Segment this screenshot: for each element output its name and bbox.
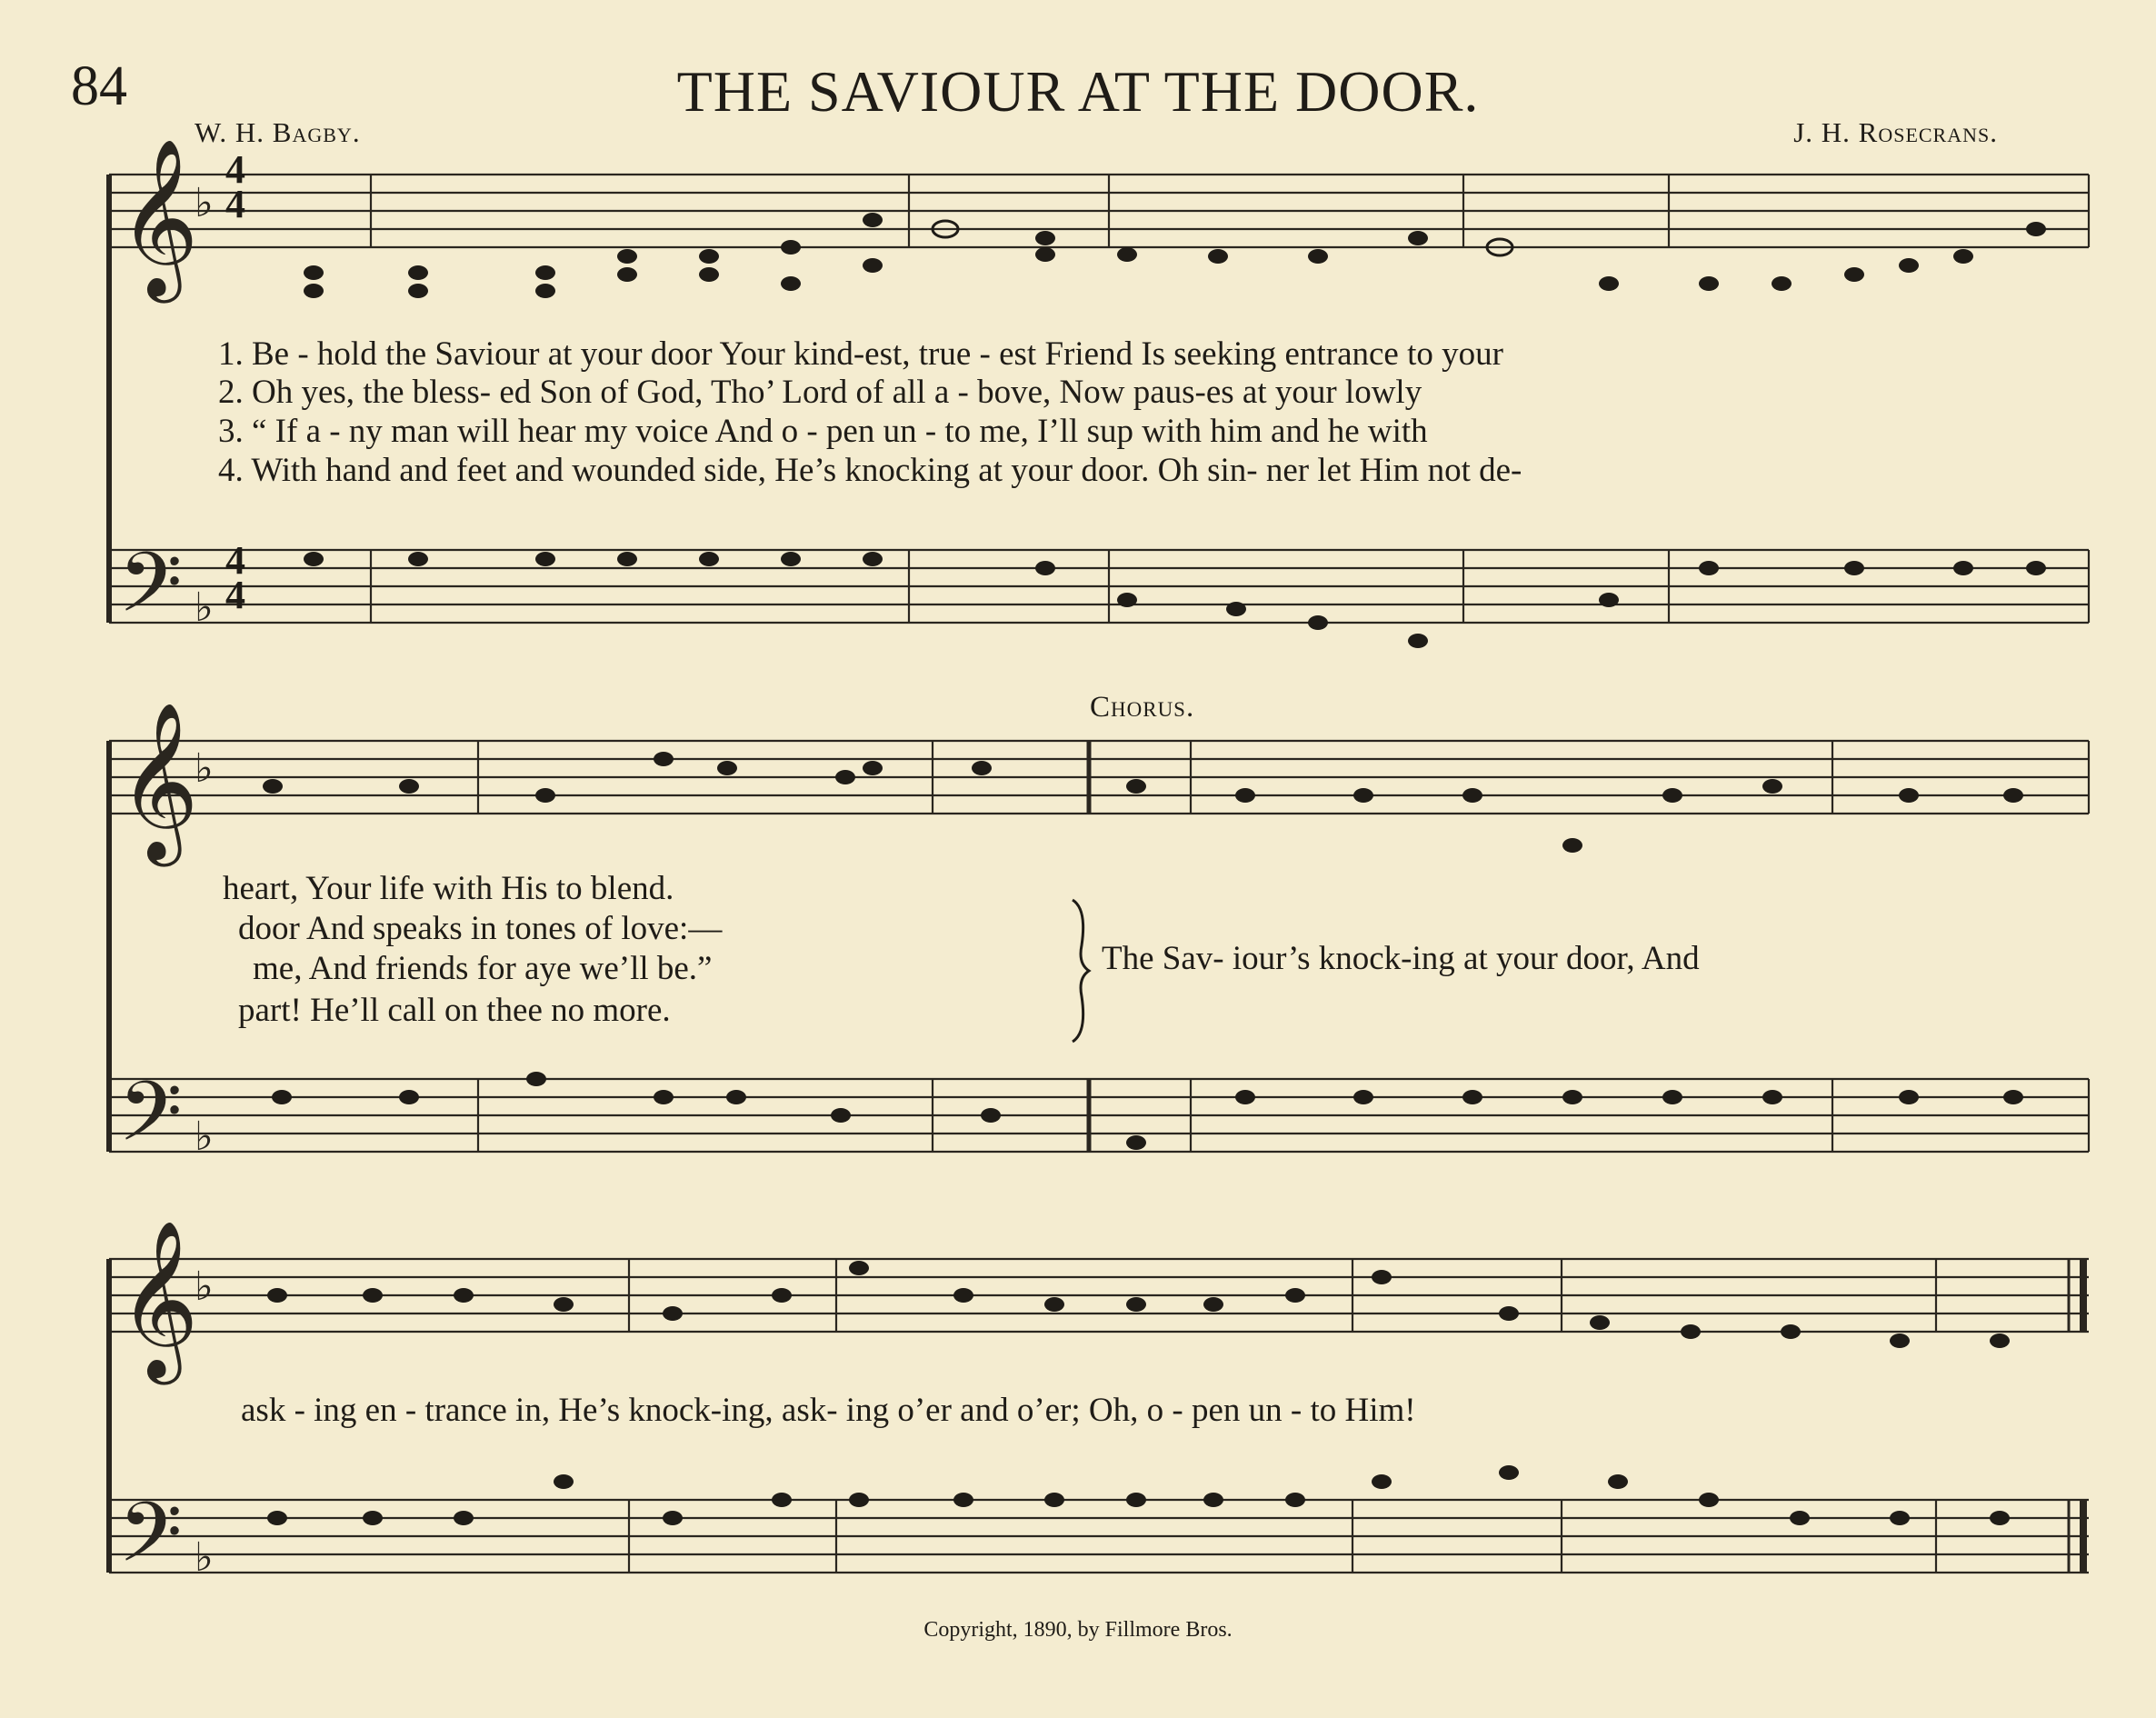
bass-clef-icon: 𝄢 xyxy=(118,1484,183,1601)
system-3-bass-staff xyxy=(109,1500,2089,1573)
lyricist-credit: W. H. Bagby. xyxy=(195,116,361,148)
verse-ending-3: me, And friends for aye we’ll be.” xyxy=(253,950,713,987)
treble-clef-icon: 𝄞 xyxy=(118,138,199,296)
bass-clef-icon: 𝄢 xyxy=(118,534,183,651)
flat-icon: ♭ xyxy=(195,180,214,226)
hymn-title: THE SAVIOUR AT THE DOOR. xyxy=(676,59,1480,124)
flat-icon: ♭ xyxy=(195,1534,214,1581)
flat-icon: ♭ xyxy=(195,745,214,792)
chorus-lyric-line-1: The Sav- iour’s knock-ing at your door, And xyxy=(1102,940,1700,977)
verse-ending-4: part! He’ll call on thee no more. xyxy=(238,992,671,1029)
verse-line-4: 4. With hand and feet and wounded side, He’s knocking at your door. Oh sin- ner let Him not de- xyxy=(218,452,1522,489)
chorus-lyric-line-2: ask - ing en - trance in, He’s knock-ing, ask- ing o’er and o’er; Oh, o - pen un - to Him! xyxy=(241,1392,1416,1429)
verse-line-3: 3. “ If a - ny man will hear my voice And o - pen un - to me, I’ll sup with him and he with xyxy=(218,413,1428,450)
treble-clef-icon: 𝄞 xyxy=(118,702,199,860)
system-3-treble-staff xyxy=(109,1259,2089,1332)
treble-time-signature: 4 4 xyxy=(225,147,245,226)
verse-ending-2: door And speaks in tones of love:— xyxy=(238,910,723,947)
chorus-label: Chorus. xyxy=(1090,691,1195,724)
treble-clef-icon: 𝄞 xyxy=(118,1220,199,1378)
page-number: 84 xyxy=(71,55,127,117)
flat-icon: ♭ xyxy=(195,1114,214,1160)
flat-icon: ♭ xyxy=(195,584,214,631)
verse-ending-1: heart, Your life with His to blend. xyxy=(223,870,674,907)
chorus-brace xyxy=(1073,900,1089,1042)
flat-icon: ♭ xyxy=(195,1264,214,1310)
copyright-notice: Copyright, 1890, by Fillmore Bros. xyxy=(923,1618,1233,1642)
system-2-bass-staff xyxy=(109,1079,2089,1152)
system-1-treble-staff xyxy=(109,175,2089,247)
verse-line-2: 2. Oh yes, the bless- ed Son of God, Tho’ Lord of all a - bove, Now paus-es at your lowly xyxy=(218,374,1422,411)
bass-clef-icon: 𝄢 xyxy=(118,1064,183,1180)
composer-credit: J. H. Rosecrans. xyxy=(1793,116,1998,148)
system-1-bass-staff xyxy=(109,550,2089,623)
verse-line-1: 1. Be - hold the Saviour at your door Your kind-est, true - est Friend Is seeking entrance to your xyxy=(218,335,1503,373)
bass-time-signature: 4 4 xyxy=(225,538,245,617)
system-2-treble-staff xyxy=(109,741,2089,814)
